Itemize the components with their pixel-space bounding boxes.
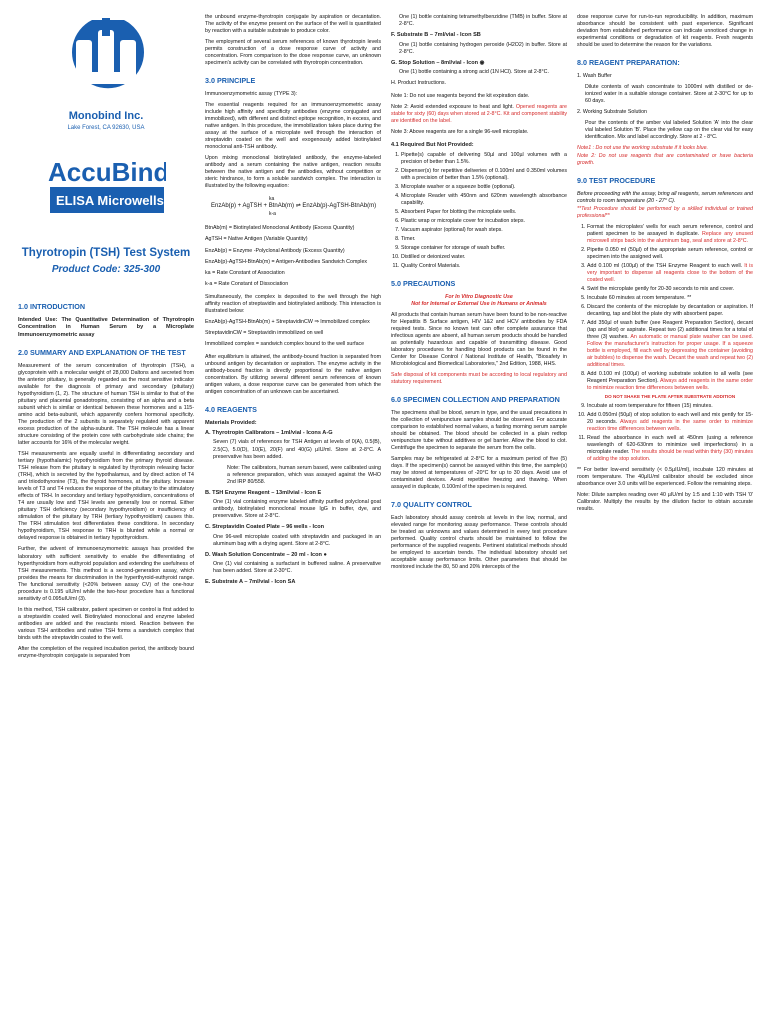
procedure-step-text: Add 0.050ml (50µl) of stop solution to each well and mix gently for 15-20 seconds.	[587, 411, 753, 425]
procedure-step-warning: Replace any unused microwell strips back into the aluminum bag, seal and store at 2-8°C.	[587, 230, 753, 244]
procedure-step-text: Incubate at room temperature for fifteen (15) minutes.	[587, 402, 713, 409]
reagent-a: A. Thyrotropin Calibrators – 1ml/vial - Icons A-G	[205, 430, 333, 437]
procedure-step	[587, 263, 753, 284]
definition: k-a = Rate Constant of Dissociation	[205, 280, 289, 287]
definition: ka = Rate Constant of Association	[205, 269, 285, 276]
procedure-step	[587, 412, 753, 433]
column-2	[205, 14, 381, 1010]
note-2	[391, 104, 567, 125]
procedure-step-text: Pipette 0.050 ml (50µl) of the appropriate serum reference, control or specimen into the assigned well.	[587, 246, 753, 260]
section-heading-reagent-prep: 8.0 REAGENT PREPARATION:	[577, 58, 680, 68]
summary-paragraph: Further, the advent of immunoenzymometric assays has provided the laboratory with sufficient sensitivity to enable the differentiating of hyperthyroidism from euthyroid population and extending the usefulness of TSH measurements. This method is a second-generation assay, which provides the means for discrimination in the hyperthyroid-euthyroid range. The functional sensitivity (<20% between assay CV) of the one-hour procedure is 0.195 uIU/ml while the two-hour procedure has a functional sensitivity of 0.095uIU/ml (3).	[18, 546, 194, 602]
required-item: 5. Absorbent Paper for blotting the microplate wells.	[401, 209, 567, 216]
required-item: 7. Vacuum aspirator (optional) for wash steps.	[401, 227, 567, 234]
reagent-c-desc: One 96-well microplate coated with streptavidin and packaged in an aluminum bag with a drying agent. Store at 2-8°C.	[213, 533, 381, 547]
reagent-d-label: D. Wash Solution Concentrate – 20 ml - Icon	[205, 551, 322, 558]
reagent-e: E. Substrate A – 7ml/vial - Icon SA	[205, 579, 296, 586]
prep-wash-desc: Dilute contents of wash concentrate to 1000ml with distilled or de-ionized water in a suitable storage container. Store at 2-30°C for up to 60 days.	[585, 83, 753, 104]
section-heading-specimen: 6.0 SPECIMEN COLLECTION AND PREPARATION	[391, 395, 560, 405]
procedure-step	[587, 224, 753, 245]
stop-icon: ◉	[479, 59, 485, 66]
procedure-step-text: Read the absorbance in each well at 450nm (using a reference wavelength of 620-630nm to minimize well imperfections) in a microplate reader.	[587, 434, 753, 455]
note-2-text: Note 2: Avoid extended exposure to heat and light.	[391, 104, 516, 111]
procedure-step-text: Swirl the microplate gently for 20-30 seconds to mix and cover.	[587, 286, 735, 293]
definition: BtnAb(m) = Biotinylated Monoclonal Antibody (Excess Quantity)	[205, 225, 355, 232]
reagent-e-desc: One (1) bottle containing tetramethylbenzidine (TMB) in buffer. Store at 2-8°C.	[399, 14, 567, 28]
company-location: Lake Forest, CA 92630, USA	[67, 124, 145, 131]
product-title: Thyrotropin (TSH) Test System	[21, 246, 191, 259]
required-heading: 4.1 Required But Not Provided:	[391, 142, 474, 149]
procedure-step	[587, 435, 753, 463]
required-item: 11. Quality Control Materials.	[401, 263, 567, 270]
body-paragraph: All products that contain human serum have been found to be non-reactive for Hepatitis B Surface antigen, HIV 1&2 and HCV antibodies by FDA required tests. Since no known test can offer complete assurance that infectious agents are absent, all human serum products should be handled as potentially hazardous and capable of transmitting disease. Good laboratory procedures for handling blood products can be found in the Center for Disease Control / National Institute of Health, "Biosafety in Microbiological and Biomedical Laboratories," 2nd Edition, 1988, HHS.	[391, 311, 567, 367]
summary-paragraph: After the completion of the required incubation period, the antibody bound enzyme-thyrotropin conjugate is separated from	[18, 645, 194, 659]
procedure-step-text: Format the microplates' wells for each serum reference, control and patient specimen to be assayed in duplicate.	[587, 223, 753, 237]
equation-1	[211, 196, 381, 217]
definition: Immobilized complex = sandwich complex bound to the well surface	[205, 340, 365, 347]
body-paragraph: Upon mixing monoclonal biotinylated antibody, the enzyme-labeled antibody and a serum containing the native antigen, reaction results between the native antigen and the antibodies, without competition or steric hindrance, to form a soluble sandwich complex. The interaction is illustrated by the following equation:	[205, 155, 381, 190]
equation-main: EnzAb(p) + AgTSH + BtnAb(m) ⇌ EnzAb(p)-AgTSH-BtnAb(m)	[211, 202, 377, 209]
procedure-step	[587, 320, 753, 369]
disposal-warning: Safe disposal of kit components must be according to local regulatory and statutory requirement.	[391, 371, 567, 386]
company-name: Monobind Inc.	[68, 110, 144, 123]
section-heading-precautions: 5.0 PRECAUTIONS	[391, 279, 456, 289]
procedure-step-warning: The results should be read within thirty (30) minutes of adding the stop solution.	[587, 448, 753, 462]
equation-2: EnzAb(p)-AgTSH-BtnAb(m) + StreptavidinCW ⇒ Immobilized complex	[205, 318, 370, 325]
body-paragraph: Simultaneously, the complex is deposited to the well through the high affinity reaction of streptavidin and biotinylated antibody. This interaction is illustrated below:	[205, 293, 381, 314]
required-item: 8. Timer.	[401, 236, 567, 243]
brand-subtitle: ELISA Microwells	[56, 192, 164, 208]
note-1: Note 1: Do not use reagents beyond the kit expiration date.	[391, 93, 530, 100]
procedure-step	[587, 371, 753, 392]
ivd-line-2: Not for Internal or External Use in Humans or Animals	[411, 300, 547, 307]
reagent-g-label: G. Stop Solution – 8ml/vial - Icon	[391, 59, 479, 66]
prep-note-1: Note1 : Do not use the working substrate if it looks blue.	[577, 144, 709, 151]
section-heading-summary: 2.0 SUMMARY AND EXPLANATION OF THE TEST	[18, 348, 186, 358]
procedure-step-text: Incubate 60 minutes at room temperature. **	[587, 295, 692, 302]
header-logo-block	[18, 14, 194, 222]
reagent-d-desc: One (1) vial containing a surfactant in buffered saline. A preservative has been added. Store at 2-30°C.	[213, 561, 381, 575]
low-end-footnote: ** For better low-end sensitivity (< 0.5µIU/ml), incubate 120 minutes at room temperature. The 40µIU/ml calibrator should be excluded since absorbance over 3.0 units will be experienced. Follow the remaining steps.	[577, 466, 753, 487]
procedure-step-warning: Always add reagents in the same order to minimize reaction time differences between wells.	[587, 378, 753, 392]
required-item: 1. Pipette(s) capable of delivering 50µl and 100µl volumes with a precision of better than 1.5%.	[401, 152, 567, 166]
section-heading-procedure: 9.0 TEST PROCEDURE	[577, 176, 656, 186]
procedure-step-warning: Always add reagents in the same order to minimize reaction time differences between wells.	[587, 418, 753, 432]
section-heading-principle: 3.0 PRINCIPLE	[205, 76, 256, 86]
procedure-step-text: Add 0.100 ml (100µl) of working substrate solution to all wells (see Reagent Preparation Section).	[587, 371, 753, 385]
body-paragraph: dose response curve for run-to-run reproducibility. In addition, maximum absorbance should be consistent with past experience. Significant deviation from established performance can indicate unnoticed change in experimental conditions or degradation of kit reagents. Fresh reagents should be used to determine the reason for the variations.	[577, 14, 753, 49]
definition: EnzAb(p)-AgTSH-BtnAb(m) = Antigen-Antibodies Sandwich Complex	[205, 258, 368, 265]
accubind-logo-icon	[46, 151, 166, 219]
reagent-c: C. Streptavidin Coated Plate – 96 wells - Icon	[205, 524, 325, 531]
procedure-step	[587, 247, 753, 261]
procedure-step	[587, 286, 753, 293]
droplet-icon: ●	[323, 551, 327, 558]
prep-wash-title: 1. Wash Buffer	[577, 72, 612, 79]
intended-use: Intended Use: The Quantitative Determination of Thyrotropin Concentration in Human Serum by a Microplate Immunoenzymometric assay	[18, 316, 194, 338]
required-item: 10. Distilled or deionized water.	[401, 254, 567, 261]
section-heading-qc: 7.0 QUALITY CONTROL	[391, 499, 472, 509]
definition: EnzAb(p) = Enzyme -Polyclonal Antibody (Excess Quantity)	[205, 247, 345, 254]
prep-substrate-title: 2. Working Substrate Solution	[577, 108, 647, 115]
brand-text: AccuBind	[48, 156, 166, 187]
note-2-warning: Opened reagents are stable for sixty (60) days when stored at 2-8°C. Kit and component stability are identified on the label.	[391, 104, 567, 125]
procedure-step-text: Add 0.100 ml (100µl) of the TSH Enzyme Reagent to each well.	[587, 262, 745, 269]
prep-note-2: Note 2: Do not use reagents that are contaminated or have bacteria growth.	[577, 153, 753, 167]
procedure-step-warning: An automatic or manual plate washer can be used. Follow the manufacturer's instruction for proper usage. If a squeeze bottle is employed, fill each well by depressing the container (avoiding air bubbles) to dispense the wash. Decant the wash and repeat two (2) additional times.	[587, 334, 753, 369]
body-paragraph: Each laboratory should assay controls at levels in the low, normal, and elevated range for monitoring assay performance. These controls should be treated as unknowns and values determined in every test procedure performed. Quality control charts should be maintained to follow the performance of the supplied reagents. Pertinent statistical methods should be employed to ascertain trends. The individual laboratory should set acceptable assay performance limits. Other parameters that should be monitored include the 80, 50 and 20% intercepts of the	[391, 514, 567, 570]
dilution-note: Note: Dilute samples reading over 40 µIU/ml by 1:5 and 1:10 with TSH '0' Calibrator. Multiply the results by the dilution factor to obtain accurate results.	[577, 491, 753, 512]
reagent-b-desc: One (1) vial containing enzyme labeled affinity purified polyclonal goat antibody, biotinylated monoclonal mouse IgG in buffer, dye, and preservative. Store at 2-8°C.	[213, 499, 381, 520]
section-heading-intro: 1.0 INTRODUCTION	[18, 302, 86, 312]
column-4	[577, 14, 753, 1010]
body-paragraph: After equilibrium is attained, the antibody-bound fraction is separated from unbound antigen by decantation or aspiration. The enzyme activity in the antibody-bound fraction is directly proportional to the native antigen concentration. By utilizing several different serum references of known antigen values, a dose response curve can be generated from which the antigen concentration of an unknown can be ascertained.	[205, 353, 381, 395]
required-item: 6. Plastic wrap or microplate cover for incubation steps.	[401, 218, 567, 225]
reagent-a-note: Note: The calibrators, human serum based, were calibrated using a reference preparation, which was assayed against the WHO 2nd IRP 80/558.	[227, 464, 381, 485]
monobind-logo-icon	[52, 16, 160, 102]
reagent-g	[391, 60, 567, 67]
reagent-h: H. Product Instructions.	[391, 80, 447, 87]
body-paragraph: the unbound enzyme-thyrotropin conjugate by aspiration or decantation. The activity of the enzyme present on the surface of the well is quantitated by reaction with a suitable substrate to produce color.	[205, 14, 381, 35]
no-shake-warning: DO NOT SHAKE THE PLATE AFTER SUBSTRATE ADDITION	[604, 394, 736, 400]
materials-heading: Materials Provided:	[205, 419, 257, 426]
procedure-step	[587, 295, 753, 302]
reagent-a-desc: Seven (7) vials of references for TSH Antigen at levels of 0(A), 0.5(B), 2.5(C), 5.0(D), 10(E), 20(F) and 40(G) µIU/ml. Store at 2-8°C. A preservative has been added.	[213, 439, 381, 460]
required-list	[391, 152, 567, 270]
procedure-intro: Before proceeding with the assay, bring all reagents, serum references and controls to room temperature (20 - 27° C).	[577, 190, 753, 204]
body-paragraph: Samples may be refrigerated at 2-8°C for a maximum period of five (5) days. If the specimen(s) cannot be assayed within this time, the sample(s) may be stored at temperatures of -20°C for up to 30 days. Avoid use of contaminated devices. Avoid repetitive freezing and thawing. When assayed in duplicate, 0.100ml of the specimen is required.	[391, 455, 567, 490]
prep-substrate-desc: Pour the contents of the amber vial labeled Solution 'A' into the clear vial labeled Solution 'B'. Place the yellow cap on the clear vial for easy identification. Mix and label accordingly. Store at 2 - 8°C.	[585, 119, 753, 140]
column-1	[18, 14, 194, 1010]
required-item: 3. Microplate washer or a squeeze bottle (optional).	[401, 184, 567, 191]
procedure-steps	[577, 224, 753, 463]
body-paragraph: The essential reagents required for an immunoenzymometric assay include high affinity and specificity antibodies (enzyme conjugated and immobilized), with different and distinct epitope recognition, in excess, and native antigen. In this procedure, the immobilization takes place during the assay at the surface of a microplate well through the interaction of streptavidin coated on the well and exogenously added biotinylated monoclonal anti-TSH antibody.	[205, 101, 381, 151]
definition: StreptavidinCW = Streptavidin immobilized on well	[205, 329, 324, 336]
procedure-step	[587, 403, 753, 410]
body-paragraph: The specimens shall be blood, serum in type, and the usual precautions in the collection of venipuncture samples should be observed. For accurate comparison to established normal values, a fasting morning serum sample should be obtained. The blood should be collected in a plain redtop venipuncture tube without additives or gel barrier. Allow the blood to clot. Centrifuge the specimen to separate the serum from the cells.	[391, 409, 567, 451]
ivd-line-1: For In Vitro Diagnostic Use	[445, 293, 513, 300]
procedure-step-text: Discard the contents of the microplate by decantation or aspiration. If decanting, tap and blot the plate dry with absorbent paper.	[587, 304, 753, 318]
reagent-f: F. Substrate B – 7ml/vial - Icon SB	[391, 32, 481, 39]
procedure-step-warning: It is very important to dispense all reagents close to the bottom of the coated well.	[587, 262, 753, 283]
column-3	[391, 14, 567, 1010]
required-item: 9. Storage container for storage of wash buffer.	[401, 245, 567, 252]
reagent-g-desc: One (1) bottle containing a strong acid (1N HCl). Store at 2-8°C.	[399, 69, 549, 75]
section-heading-reagents: 4.0 REAGENTS	[205, 405, 257, 415]
required-item: 4. Microplate Reader with 450nm and 620nm wavelength absorbance capability.	[401, 193, 567, 207]
definition: AgTSH = Native Antigen (Variable Quantity)	[205, 236, 308, 243]
reagent-f-desc: One (1) bottle containing hydrogen peroxide (H2O2) in buffer. Store at 2-8°C.	[399, 41, 567, 55]
body-paragraph: The employment of several serum references of known thyrotropin levels permits construction of a dose response curve of activity and concentration. From comparison to the dose response curve, an unknown specimen's activity can be correlated with thyrotropin concentration.	[205, 39, 381, 67]
summary-paragraph: TSH measurements are equally useful in differentiating secondary and tertiary (hypothalamic) hypothyroidism from the primary thyroid disease. TSH release from the pituitary is regulated by thyrotropin releasing factor (TRH), which is secreted by the hypothalamus, and by direct action of T4 and triiodothyronine (T3), the thyroid hormones, at the pituitary. Increase levels of T3 and T4 reduces the response of the pituitary to the stimulatory effects of TRH. In secondary and tertiary hypothyroidism, concentrations of T4 are usually low and TSH levels are generally low or normal. Either pituitary TSH deficiency (secondary hypothyroidism) or insufficiency of stimulation of the pituitary by TRH (tertiary hypothyroidism) causes this. The TRH stimulation test differentiates these conditions. In secondary hypothyroidism, TSH response to TRH is blunted while a normal or delayed response is obtained in tertiary hypothyroidism.	[18, 451, 194, 542]
reagent-b: B. TSH Enzyme Reagent – 13ml/vial - Icon E	[205, 489, 322, 496]
required-item: 2. Dispenser(s) for repetitive deliveries of 0.100ml and 0.350ml volumes with a precision of better than 1.5% (optional).	[401, 168, 567, 182]
equation-kd: k-a	[269, 210, 276, 217]
procedure-warning: **Test Procedure should be performed by a skilled individual or trained professional**	[577, 205, 753, 219]
reagent-d	[205, 552, 381, 559]
procedure-step-text: Add 350µl of wash buffer (see Reagent Preparation Section), decant (tap and blot) or aspirate. Repeat two (2) additional times for a total of three (3) washes.	[587, 320, 753, 341]
summary-paragraph: In this method, TSH calibrator, patient specimen or control is first added to a streptavidin coated well. Biotinylated monoclonal and enzyme labeled antibodies are added and the reactants mixed. Reaction between the various TSH antibodies and native TSH forms a sandwich complex that binds with the streptavidin coated to the well.	[18, 606, 194, 641]
product-code: Product Code: 325-300	[51, 263, 161, 275]
principle-type: Immunoenzymometric assay (TYPE 3):	[205, 90, 298, 97]
procedure-step	[587, 304, 753, 318]
note-3: Note 3: Above reagents are for a single 96-well microplate.	[391, 129, 529, 136]
equation-ka: ka	[269, 196, 275, 203]
summary-paragraph: Measurement of the serum concentration of thyrotropin (TSH), a glycoprotein with a molecular weight of 28,000 Daltons and secreted from the anterior pituitary, is generally regarded as the most sensitive indicator available for the diagnosis of primary and secondary (pituitary) hypothyroidism (1, 2). The structure of human TSH is similar to that of the pituitary and placental gonadotropins, consisting of an alpha and a beta subunit which is similar or identical between these hormones and a 115-amino acid beta-subunit, which apparently confers hormonal specificity. The production of the 2 subunits is separately regulated with apparent excess production of the alpha-subunit. The TSH molecule has a linear structure consisting of the protein core with carbohydrate side chains; the latter accounts for 16% of the molecular weight.	[18, 362, 194, 447]
